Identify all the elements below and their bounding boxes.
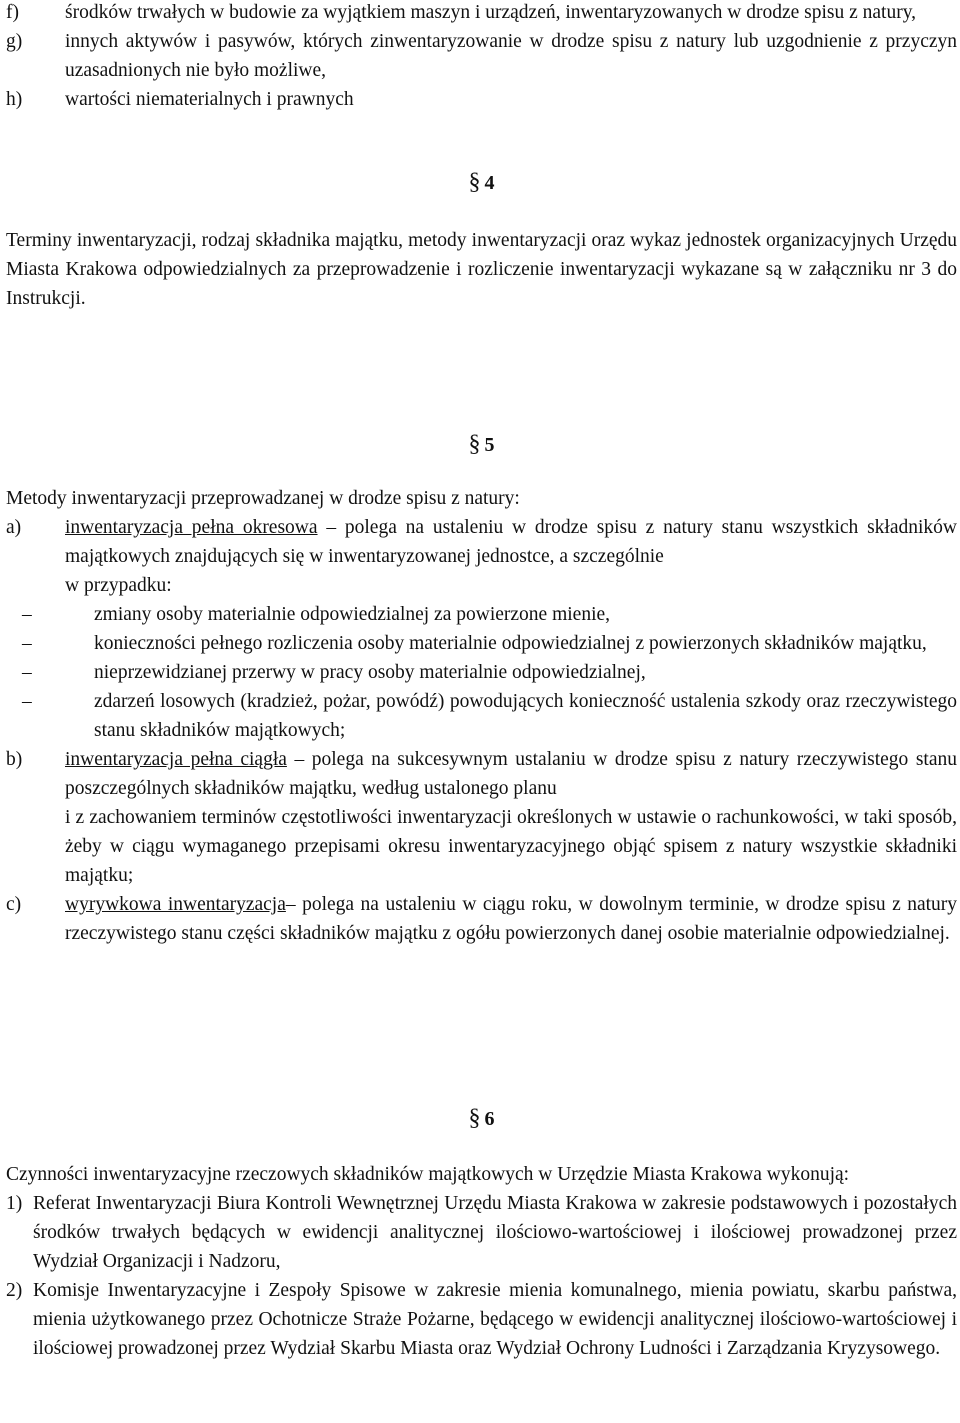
section-5-body bbox=[6, 484, 957, 948]
list-item bbox=[6, 1189, 957, 1276]
dash-text: zmiany osoby materialnie odpowiedzialnej za powierzone mienie, bbox=[94, 604, 611, 625]
method-text-cont: w przypadku: bbox=[65, 575, 172, 596]
list-text: wartości niematerialnych i prawnych bbox=[65, 89, 354, 110]
method-item-a bbox=[6, 513, 957, 600]
list-marker: 2) bbox=[6, 1280, 23, 1301]
section-sign: § bbox=[468, 1105, 481, 1131]
section-sign: § bbox=[468, 169, 481, 195]
list-item bbox=[6, 0, 957, 27]
dash-marker: – bbox=[22, 604, 32, 625]
list-text: Komisje Inwentaryzacyjne i Zespoły Spisowe w zakresie mienia komunalnego, mienia powiatu, skarbu państwa, mienia użytkowanego przez Ochotnicze Straże Pożarne, będącego w ewidencji analitycznej ilościowo-wartościowej i ilościowej prowadzonej przez Wydział Skarbu Miasta oraz Wydział Ochrony Ludności i Zarządzania Kryzysowego. bbox=[33, 1280, 957, 1359]
method-term: inwentaryzacja pełna okresowa bbox=[65, 517, 318, 538]
dash-text: zdarzeń losowych (kradzież, pożar, powódź) powodujących konieczność ustalenia szkody oraz rzeczywistego stanu składników majątkowych; bbox=[94, 691, 957, 741]
section-6-body bbox=[6, 1160, 957, 1363]
list-item bbox=[6, 85, 957, 114]
section-heading-4 bbox=[6, 168, 957, 198]
list-marker: a) bbox=[6, 517, 22, 538]
dash-marker: – bbox=[22, 662, 32, 683]
dash-text: nieprzewidzianej przerwy w pracy osoby materialnie odpowiedzialnej, bbox=[94, 662, 646, 683]
list-item bbox=[6, 1276, 957, 1363]
section-number: 5 bbox=[484, 434, 495, 456]
list-marker: h) bbox=[6, 89, 23, 110]
section-number: 6 bbox=[484, 1108, 495, 1130]
section-sign: § bbox=[468, 431, 481, 457]
method-item-b bbox=[6, 745, 957, 890]
dash-marker: – bbox=[22, 633, 32, 654]
dash-item bbox=[6, 629, 957, 658]
dash-item bbox=[6, 687, 957, 745]
method-text: – polega na ustaleniu w ciągu roku, w dowolnym terminie, w drodze spisu z natury rzeczywistego stanu części składników majątku z ogółu powierzonych danej osobie materialnie odpowiedzialnej. bbox=[65, 894, 958, 944]
list-text: innych aktywów i pasywów, których zinwentaryzowanie w drodze spisu z natury lub uzgodnienie z przyczyn uzasadnionych nie było możliwe, bbox=[65, 31, 957, 81]
dash-text: konieczności pełnego rozliczenia osoby materialnie odpowiedzialnej z powierzonych składników majątku, bbox=[94, 633, 927, 654]
top-list bbox=[6, 0, 957, 114]
list-text: Referat Inwentaryzacji Biura Kontroli Wewnętrznej Urzędu Miasta Krakowa w zakresie podstawowych i pozostałych środków trwałych będących w ewidencji analitycznej ilościowo-wartościowej i ilościowej prowadzonej przez Wydział Organizacji i Nadzoru, bbox=[33, 1193, 957, 1272]
method-text: – polega na ustaleniu w drodze spisu z natury stanu wszystkich składników majątkowych znajdujących się w inwentaryzowanej jednostce, a szczególnie bbox=[65, 517, 957, 567]
list-marker: g) bbox=[6, 31, 23, 52]
method-term: inwentaryzacja pełna ciągła bbox=[65, 749, 287, 770]
method-term: wyrywkowa inwentaryzacja bbox=[65, 894, 286, 915]
section-4-text: Terminy inwentaryzacji, rodzaj składnika majątku, metody inwentaryzacji oraz wykaz jednostek organizacyjnych Urzędu Miasta Krakowa odpowiedzialnych za przeprowadzenie i rozliczenie inwentaryzacji wykazane są w załączniku nr 3 do Instrukcji. bbox=[6, 230, 957, 309]
list-marker: c) bbox=[6, 894, 22, 915]
dash-item bbox=[6, 658, 957, 687]
list-marker: 1) bbox=[6, 1193, 23, 1214]
section-6-intro: Czynności inwentaryzacyjne rzeczowych składników majątkowych w Urzędzie Miasta Krakowa wykonują: bbox=[6, 1164, 850, 1185]
section-5-intro: Metody inwentaryzacji przeprowadzanej w drodze spisu z natury: bbox=[6, 488, 520, 509]
method-item-c bbox=[6, 890, 957, 948]
list-marker: b) bbox=[6, 749, 23, 770]
section-heading-5 bbox=[6, 430, 957, 460]
list-item bbox=[6, 27, 957, 85]
dash-marker: – bbox=[22, 691, 32, 712]
list-text: środków trwałych w budowie za wyjątkiem maszyn i urządzeń, inwentaryzowanych w drodze spisu z natury, bbox=[65, 2, 917, 23]
section-heading-6 bbox=[6, 1104, 957, 1134]
list-marker: f) bbox=[6, 2, 19, 23]
dash-item bbox=[6, 600, 957, 629]
section-number: 4 bbox=[484, 172, 495, 194]
method-text-cont: i z zachowaniem terminów częstotliwości inwentaryzacji określonych w ustawie o rachunkowości, w taki sposób, żeby w ciągu wymaganego przepisami okresu inwentaryzacyjnego objąć spisem z natury wszystkie składniki majątku; bbox=[65, 807, 957, 886]
method-text: – polega na sukcesywnym ustalaniu w drodze spisu z natury rzeczywistego stanu poszczególnych składników majątku, według ustalonego planu bbox=[65, 749, 957, 799]
